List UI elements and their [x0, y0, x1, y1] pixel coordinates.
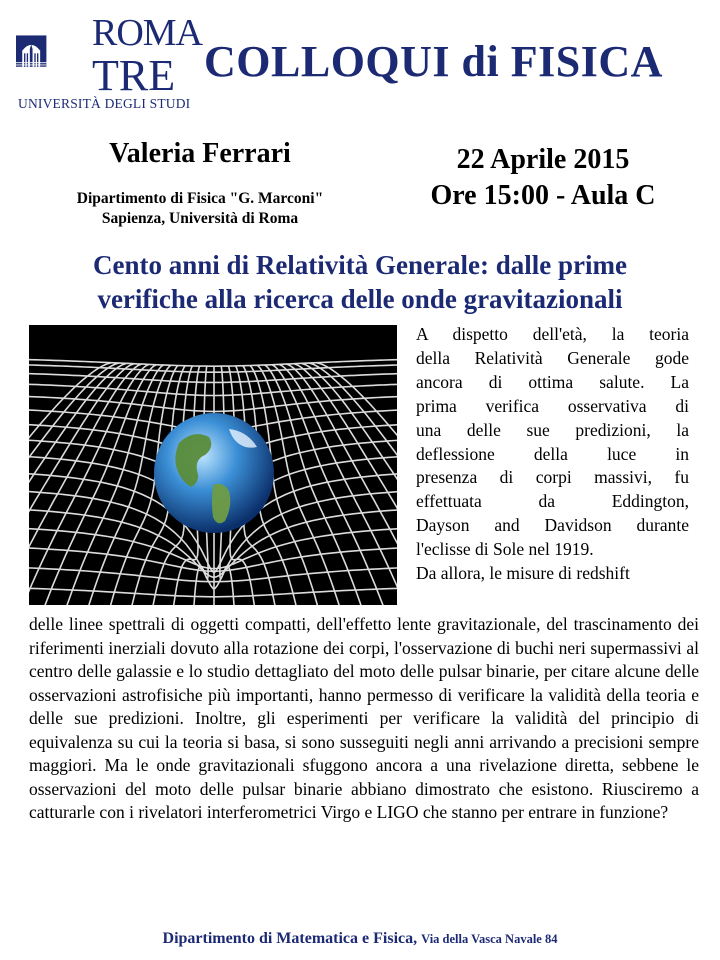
- abstract-side-line: prima verifica osservativa di: [416, 395, 689, 416]
- abstract-side-line: Da allora, le misure di redshift: [416, 563, 630, 584]
- logo-subtitle: UNIVERSITÀ DEGLI STUDI: [18, 96, 191, 111]
- abstract-side-line: presenza di corpi massivi, fu: [416, 467, 689, 488]
- abstract-side-line: A dispetto dell'età, la teoria: [416, 324, 689, 344]
- talk-title: [20, 248, 700, 316]
- earth-globe-icon: [154, 413, 274, 533]
- abstract-side-line: una delle sue predizioni, la: [416, 419, 689, 440]
- abstract-side-line: l'eclisse di Sole nel 1919.: [416, 539, 594, 560]
- speaker-affiliation-line2: Sapienza, Università di Roma: [101, 210, 299, 227]
- event-time-place: Ore 15:00 - Aula C: [430, 180, 656, 211]
- footer-department: Dipartimento di Matematica e Fisica,: [162, 930, 418, 947]
- series-title: COLLOQUI di FISICA: [204, 37, 663, 86]
- logo-roma-text: ROMA: [92, 12, 203, 54]
- talk-title-line1: Cento anni di Relatività Generale: dalle prime: [93, 250, 627, 280]
- abstract-side-text: [416, 323, 689, 586]
- earth-spacetime-grid-image: [29, 325, 397, 605]
- spacetime-grid-svg: [29, 325, 397, 605]
- abstract-side-line: deflessione della luce in: [416, 443, 689, 464]
- talk-title-line2: verifiche alla ricerca delle onde gravitazionali: [97, 284, 623, 314]
- abstract-main-text: delle linee spettrali di oggetti compatti, dell'effetto lente gravitazionale, del trascinamento dei riferimenti inerziali dovuto alla rotazione dei corpi, l'osservazione di buchi neri supermassivi al centro delle galassie e lo studio dettagliato del moto delle pulsar binarie, per citare alcune delle osservazioni astrofisiche più importanti, hanno permesso di verificare la validità della teoria e delle sue predizioni. Inoltre, gli esperimenti per verificare la validità del principio di equivalenza su cui la teoria si basa, si sono susseguiti negli anni arrivando a precisioni sempre maggiori. Ma le onde gravitazionali sfuggono ancora a una rivelazione diretta, sebbene le osservazioni del moto delle pulsar binarie abbiano dimostrato che esistono. Riusciremo a catturarle con i rivelatori interferometrici Virgo e LIGO che stanno per entrare in funzione?: [29, 614, 699, 822]
- event-date: 22 Aprile 2015: [456, 144, 630, 175]
- university-arch-logo-icon: [16, 18, 92, 94]
- abstract-side-line: effettuata da Eddington,: [416, 491, 689, 512]
- footer: [0, 930, 720, 948]
- abstract-side-line: ancora di ottima salute. La: [416, 371, 689, 392]
- footer-address: Via della Vasca Navale 84: [421, 932, 558, 946]
- speaker-name: Valeria Ferrari: [109, 138, 291, 169]
- abstract-side-line: Dayson and Davidson durante: [416, 515, 689, 536]
- logo-tre-text: TRE: [92, 51, 176, 100]
- speaker-affiliation-line1: Dipartimento di Fisica "G. Marconi": [76, 190, 324, 207]
- abstract-side-line: della Relatività Generale gode: [416, 347, 689, 368]
